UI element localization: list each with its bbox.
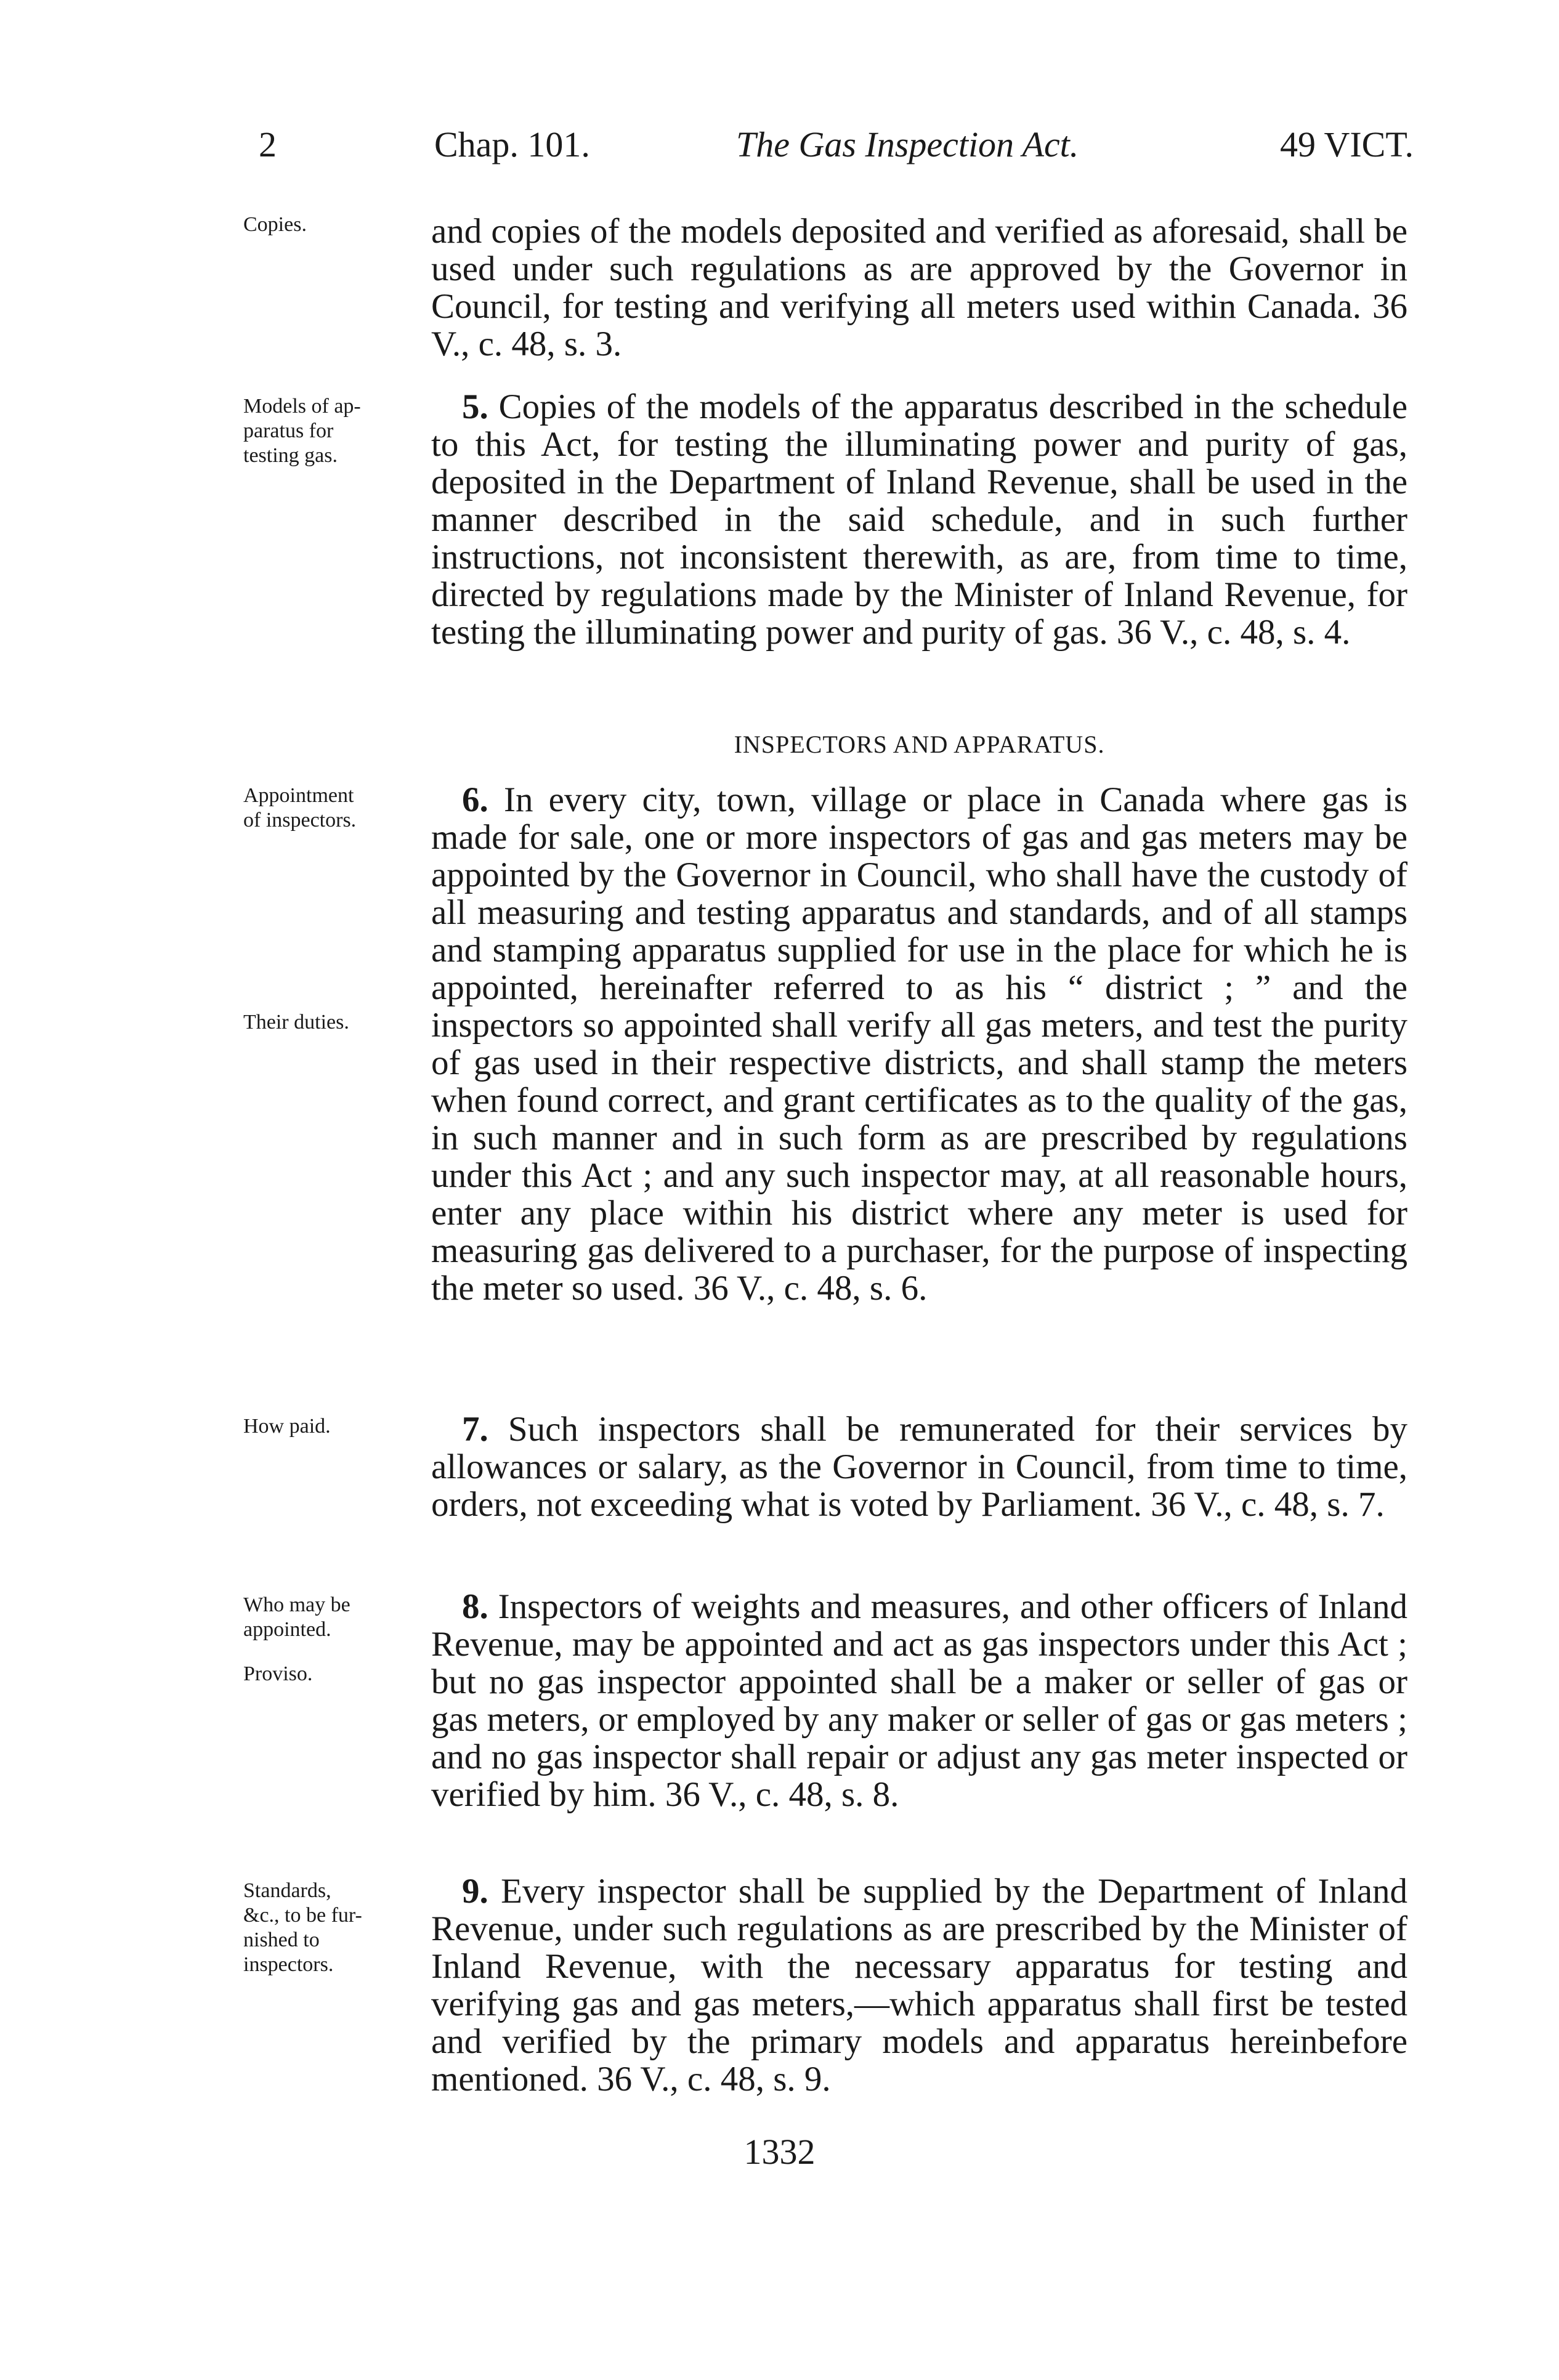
sidenote-copies: Copies. (243, 213, 307, 236)
section-9-number: 9. (462, 1872, 488, 1911)
sidenote-proviso: Proviso. (243, 1662, 313, 1685)
section-7-text: Such inspectors shall be remunerated for their services by allowances or salary, as the Governor in Council, from time to time, orders, not exceeding what is voted by Parliament. 36 V., c. 48, s. 7. (431, 1410, 1408, 1524)
section-8-text: Inspectors of weights and measures, and other officers of Inland Revenue, may be appointed and act as gas inspectors under this Act ; but no gas inspector appointed shall be a maker or seller of gas or gas meters, or employed by any maker or seller of gas or gas meters ; and no gas inspector shall repair or adjust any gas meter inspected or verified by him. 36 V., c. 48, s. 8. (431, 1587, 1407, 1814)
sidenote-standards: Standards, &c., to be fur- nished to inspectors. (243, 1879, 362, 1976)
section-8 (431, 1588, 1407, 1813)
page-number: 2 (259, 124, 277, 164)
section-6-number: 6. (462, 780, 488, 819)
running-header (0, 123, 1559, 166)
section-9-text: Every inspector shall be supplied by the Department of Inland Revenue, under such regulations as are prescribed by the Minister of Inland Revenue, with the necessary apparatus for testing and verifying gas and gas meters,—which apparatus shall first be tested and verified by the primary models and apparatus hereinbefore mentioned. 36 V., c. 48, s. 9. (431, 1872, 1408, 2099)
section-7 (431, 1411, 1407, 1523)
section-heading: INSPECTORS AND APPARATUS. (734, 731, 1105, 758)
section-6-text: In every city, town, village or place in Canada where gas is made for sale, one or more inspectors of gas and gas meters may be appointed by the Governor in Council, who shall have the custody of all measuring and testing apparatus and standards, and of all stamps and stamping apparatus supplied for use in the place for which he is appointed, hereinafter referred to as his “ district ; ” and the inspectors so appointed shall verify all gas meters, and test the purity of gas used in their respective districts, and shall stamp the meters when found correct, and grant certificates as to the quality of the gas, in such manner and in such form as are prescribed by regulations under this Act ; and any such inspector may, at all reasonable hours, enter any place within his district where any meter is used for measuring gas delivered to a purchaser, for the purpose of inspecting the meter so used. 36 V., c. 48, s. 6. (431, 780, 1407, 1308)
act-title: The Gas Inspection Act. (736, 124, 1079, 164)
section-4-continued (431, 212, 1407, 363)
sidenote-models: Models of ap- paratus for testing gas. (243, 395, 361, 467)
section-8-number: 8. (462, 1587, 488, 1626)
sidenote-how-paid: How paid. (243, 1415, 331, 1438)
chapter-label: Chap. 101. (434, 124, 590, 164)
section-4-text: and copies of the models deposited and verified as aforesaid, shall be used under such regulations as are approved by the Governor in Council, for testing and verifying all meters used within Canada. 36 V., c. 48, s. 3. (431, 212, 1407, 363)
section-5-number: 5. (462, 387, 488, 426)
folio-number: 1332 (743, 2132, 816, 2172)
sidenote-appointment: Appointment of inspectors. (243, 784, 357, 832)
regnal-year: 49 VICT. (1280, 124, 1414, 164)
sidenote-duties: Their duties. (243, 1011, 349, 1034)
section-9 (431, 1872, 1407, 2098)
section-6 (431, 781, 1407, 1307)
section-5-text: Copies of the models of the apparatus described in the schedule to this Act, for testing the illuminating power and purity of gas, deposited in the Department of Inland Revenue, shall be used in the manner described in the said schedule, and in such further instructions, not inconsistent therewith, as are, from time to time, directed by regulations made by the Minister of Inland Revenue, for testing the illuminating power and purity of gas. 36 V., c. 48, s. 4. (431, 387, 1407, 652)
sidenote-who-may-be-appointed: Who may be appointed. (243, 1593, 350, 1641)
section-7-number: 7. (462, 1410, 488, 1449)
section-5 (431, 388, 1407, 651)
